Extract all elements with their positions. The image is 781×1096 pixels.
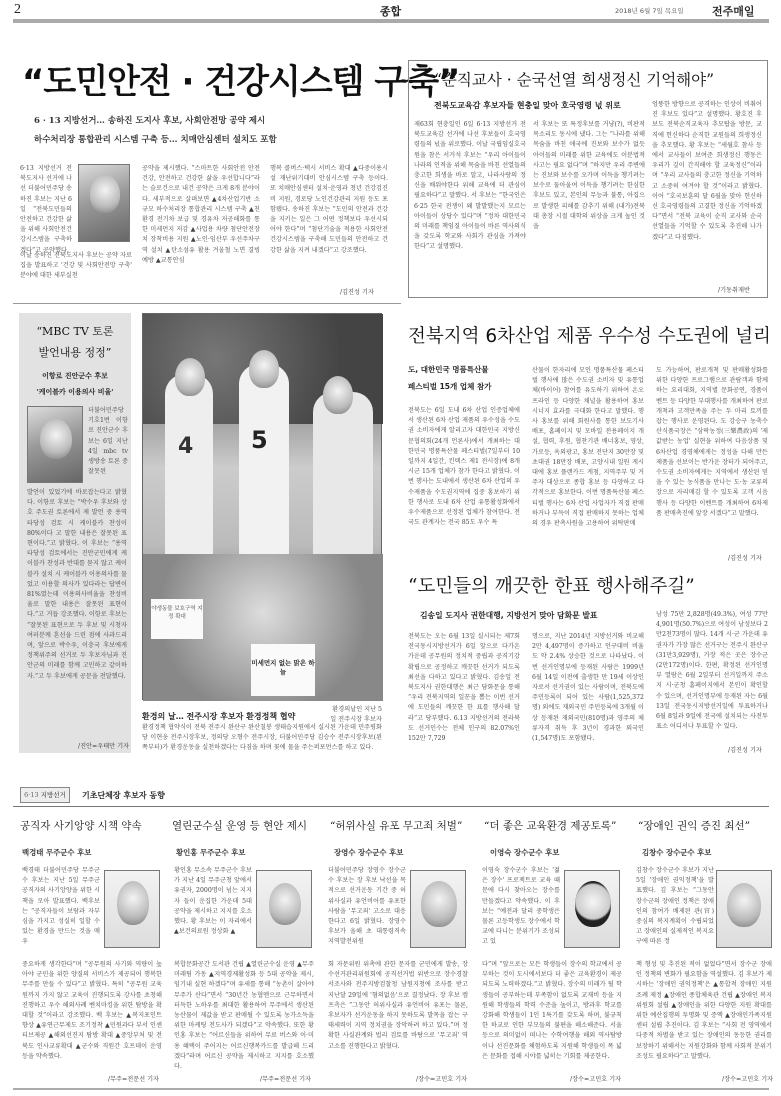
candidate-name: 장영수 장수군수 후보 (334, 848, 404, 857)
section-divider (13, 806, 769, 807)
article1-column1-top: 6·13 지방선거 전북도지사 선거에 나선 더불어민주당 송하진 후보는 지난 6일 “전북도민들의 안전하고 건강한 삶을 위해 사회안전건강시스템을 구축하겠다”고 공약했다. (20, 165, 72, 254)
section-tag (20, 787, 70, 803)
portrait-face (269, 883, 301, 925)
portrait-face (575, 881, 611, 927)
candidate-photo (104, 870, 160, 948)
portrait-face (40, 419, 72, 459)
column-headline: 공직자 사기앙양 시책 약속 (20, 820, 142, 832)
column-headline: “허위사실 유포 무고죄 처벌” (330, 820, 463, 832)
sidebar-headline-line1: “MBC TV 토론 (36, 325, 114, 338)
column-headline: “장애인 권익 증진 최선” (638, 820, 751, 832)
sidebar-body: 발언이 있었기에 바로잡는다고 밝혔다. 이항로 후보는 “박수우 후보와 상호 주도권 토론에서 제 발언 중 용역 타당성 검토 시 케이블카 찬성이 80%이다 고 말한 내용은 잘못된 표현이다.”고 밝혔다. 이 후보는 “용역타당성 검토에서는 진안군민에게 케이블카 찬성과 반대를 묻지 않고 케이블카 설치 시 케이블카 이용의사를 물었고 이용할 의사가 있다라는 답변이 81%였는데 이용의사비율을 찬성비율로 말한 내용은 잘못된 표현이다.”고 거듭 강조했다. 이항로 후보는 “잘못된 표현으로 두 후보 및 시청자여러분께 혼선을 드린 점에 사과드리며, 앞으로 박수우, 이충국 후보에게 정책위주의 선거로 두 후보자님과 진안군의 미래를 함께 고민하고 같이하자.”고 두 후보에게 공문을 전달했다. (27, 489, 127, 680)
article4-byline: /김진성 기자 (728, 747, 762, 754)
header-rule (13, 19, 769, 23)
article3-subheadline-2: 페스티벌 15개 업체 참가 (408, 382, 492, 391)
news-photo-environment-day (142, 313, 382, 700)
article3-column3: 도 가능하여, 판로개척 및 판매활성화를 위한 다양한 프로그램으로 관람객과 함께하는 요리대회, 지역별 문화공연, 경품이벤트 등 다양한 부대행사를 개최하여 판로개척과 고객만족을 주는 두 마리 토끼를 잡는 행사로 운영된다. 도 강승구 농축수산식품국장은 “삼락농정(三樂農政)의 '제값받는 농업' 실현을 위하여 다음상품 및 6차산업 경영체에게는 정성을 다해 만든 제품을 선보이는 반가운 장터가 되어주고, 수도권 소비자에게는 지역에서 생산된 믿을 수 있는 농식품을 만나는 도·농 교류의 장으로 자리매김 할 수 있도록 고객 시음행사 등 다양한 이벤트를 개최하여 6차제품 판매촉진에 앞장 서겠다”고 말했다. (656, 367, 768, 517)
column-byline: /무주=전문선 기자 (260, 1076, 312, 1083)
column-text-top: 이영숙 장수군수 후보는 '젊은 장수' 프로젝트로 교육 때문에 다시 찾아오는 장수를 만들겠다고 약속했다. 이 후보는 “예전과 달리 중학생은 물론 고등학생도 장수에서 학교에 다니는 분위기가 조성되고 있 (482, 867, 560, 946)
sidebar-headline-line2: 발언내용 정정” (38, 346, 112, 359)
portrait-face (421, 881, 457, 927)
section-name: 종합 (379, 5, 402, 18)
person-1-face (175, 358, 205, 396)
column-text-bottom: 책 형성 및 추진된 적이 없었다”면서 장수군 장애인 정책의 변화가 필요함을 역설했다. 김 후보가 제시하는 '장애인 권익정책'은 ▲통합적 장애인 지원 조례 제정 ▲장애인 종합체육관 건립 ▲장애인 복지위원회 설립 ▲장애인을 위한 다양한 지원 확대를 위한 예산집행의 투명화 및 증액 ▲장애인가족지원센터 설립 추진이다. 김 후보는 “사회 전 영역에서 다중적 차별을 받고 있는 장애인의 동등한 권리를 보장하기 위해서는 지원강화와 함께 사회적 분위기 조성도 필요하다”고 말했다. (636, 961, 772, 1060)
article2-column1: 제63회 현충일인 6일 6·13 지방선거 전북도교육감 선거에 나선 후보들이 호국영령들의 넋을 위로했다. 이날 국립임실호국원을 참은 서거석 후보는 “우리 아이들이 나라의 인적을 위해 목숨을 바친 선열들의 충고한 희생을 바로 알고, 나라사랑의 정신을 배워야한다 위해 교육에 더 관심이 필요하다”고 말했다. 서 후보는 “한국인은 6·25 한국 전쟁이 왜 발발했는지 모르는 아이들이 상당수 있다”며 “정차 대한민국의 미래를 책임질 아이들이 바른 역사의식을 갖도록 학교와 사회가 관심을 가져야 한다”고 설명했다. (414, 121, 526, 251)
person-1 (165, 374, 213, 564)
column-byline: /장수=고민호 기자 (570, 1076, 622, 1083)
person-2 (239, 364, 289, 564)
column-byline: /장수=고민호 기자 (416, 1076, 468, 1083)
person-3-face (323, 376, 353, 414)
article2-byline: /기동취재반 (718, 287, 750, 294)
candidate-photo (716, 870, 772, 948)
article4-headline: “도민들의 깨끗한 한표 행사해주길” (408, 576, 695, 597)
sidebar-subheadline-1: 이항로 진안군수 후보 (42, 372, 108, 380)
section-tag-prefix: 6·13 (24, 791, 39, 799)
sidebar-byline: /진안=우태만 기자 (78, 743, 130, 750)
article3-headline: 전북지역 6차산업 제품 우수성 수도권에 널리 (408, 326, 771, 347)
candidate-photo (564, 870, 620, 948)
candidate-photo (256, 870, 312, 948)
photo-sign-2: 미세먼지 없는 맑은 하늘 (251, 644, 315, 696)
article1-column2: 공약을 제시했다. “스마트한 사회안전 안전건강, 안전하고 건강한 삶을 우선합니다”라는 슬로건으로 내건 공약은 크게 8개 분야이다. 세부적으로 살펴보면 ▲4차산업기반 소규모 하수처리장 통합관리 시스템 구축 ▲친환경 전기차 보급 및 경유차 저공해화를 통한 미세먼지 저감 ▲사업용 차량 첨단안전장치 장착비용 지원 ▲노인·임산부 우선주차구역 설치 ▲탄소섬유 활용 겨울철 노면 결빙 예방 ▲교통안심 (142, 165, 260, 264)
article2-column3: 엉뚱한 방향으로 공격하는 인상이 비춰어진 후보도 있다”고 설명했다. 황호진 후보도 전북순직교육자 추모탑을 방문, 교직에 헌신하다 순직한 교원들의 희생정신을 추모했다. 황 후보는 “세월호 참사 등에서 교사들이 보여준 희생정신 행동은 우리가 깊이 간직해야 할 교육정신”이라며 “우리 교사들의 충고한 정신을 기억하고 소중히 여겨야 할 것”이라고 밝혔다. 이어 “호국보훈의 달 6월을 맞아 헌신하신 호국영령들의 고결한 정신을 기억하겠다”면서 “전북 교육이 순직 교사와 순국선열들을 기억할 수 있도록 추진해 나가겠다”고 다짐했다. (652, 101, 762, 241)
column-text-top: 더불어민주당 장영수 장수군수 후보는 장 후보 낙선을 목적으로 선거운동 기간 중 허위사실과 유언비어를 유포한 사람을 '무고죄' 고소로 대응한다고 6일 밝혔다. 장영수 후보가 올해 초 대통령직속 지역발전위원 (328, 867, 406, 946)
photo-sign-1: 야생동물 보호구역 지정 확대 (151, 599, 203, 639)
article1-column1-bottom: 이날 송하진 전북도지사 후보는 공약 자료집을 발표하고 '건강 및 사회안전망 구축' 분야에 대한 세부실천 (20, 252, 132, 280)
article1-subheadline-2: 하수처리장 통합관리 시스템 구축 등… 치매안심센터 설치도 포함 (34, 135, 277, 145)
sidebar-intro: 더불어민주당 기호1번 이항로 진안군수 후보는 6일 지난 4일 mbc tv 생방송 토론 중 잘못된 (88, 407, 128, 476)
column-text-top: 황인홍 무소속 무주군수 후보가 지난 4일 무주군청 앞에서 유권자, 2000명이 넘는 지지자 들이 운집한 가운데 5대 공약을 제시하고 지지를 호소했다. 황 후보는 이 자리에서 ▲보건의료원 정상화 ▲ (174, 867, 252, 936)
column-headline: 열린군수실 운영 등 현안 제시 (172, 820, 308, 832)
vest-number-4: 4 (178, 434, 194, 459)
photo-caption-text: 환경정책 협약식이 전북 전주시 완산구 완산칠봉 생태습지원에서 실시된 가운데 민주평화당 이현웅 전주시장후보, 정의당 오형수 전주시장, 더불어민주당 김승수 전주시장후보(왼쪽부터)가 환경운동을 실천하겠다는 다짐을 하며 꽃에 물을 주는퍼포먼스를 하고 있다. (142, 724, 382, 752)
portrait-face (90, 175, 120, 213)
candidate-name: 김창수 장수군수 후보 (642, 848, 712, 857)
article2-headline: “순직교사 · 순국선열 희생정신 기억해야” (434, 71, 715, 89)
portrait-face (117, 881, 149, 925)
article4-column3: 남성 75만 2,828명(49.3%), 여성 77만 4,901명(50.7%)으로 여성이 남성보다 2만2천73명이 많다. 14개 시·군 가운데 유권자가 가장 많은 선거구는 전주시 완산구(31만3,929명), 가장 적은 곳은 장수군(2만172명)이다. 한편, 확정된 선거인명부 열람은 6월 2일부터 선거일까지 주소지 시·군청 홈페이지에서 본인이 확인할 수 있으며, 선거인명부에 등재된 자는 6월 13일 전국동시지방선거일에 투표하거나 6월 8일과 9일에 전국에 설치되는 사전투표소 어디서나 투표할 수 있다. (656, 611, 768, 731)
photo-caption-side: 환경의날인 지난 5일 전주시장 후보자 (330, 706, 382, 724)
column-text-bottom: 복합문화공간 도서관 건립 ▲열린군수실 운영 ▲무주미래팀 가동 ▲지역경제활성화 등 5대 공약을 제시, 임기내 실현 하겠다”며 유세를 통해 “농촌이 살아야 무주가 산다”면서 “30년간 농협맨으로 근무하면서 터득한 노하우를 최대한 활용하여 무주에서 생산된 농산물이 제값을 받고 판매될 수 있도록 농가소득을 위한 마케팅 전도사가 되겠다”고 약속했다. 또한 황인홍 후보는 “어르신들을 위하여 무료 버스와 이·미용 혜택이 주어지는 어르신행복카드를 발급해 드리겠다”라며 어르신 공약을 제시하고 지지를 호소했다. (174, 961, 314, 1071)
photo-caption-title: 환경의 날… 전주시장 후보자 환경정책 협약 (142, 712, 296, 721)
candidate-photo (410, 870, 466, 948)
article1-column3: 행복 콜버스·택시 서비스 확대 ▲다중이용시설 재난위기대비 안심시스템 구축 등이다. 또 치매안심센터 설치·운영과 청년 건강검진비 지원, 경로당 노인건강관리 지원 등도 포함됐다. 송하진 후보는 “도민의 안전과 건강을 지키는 일은 그 어떤 정책보다 우선시되어야 한다”며 “첨단기술을 적용한 사회안전건강시스템을 구축해 도민들의 안전하고 건강한 삶을 지켜 내겠다”고 강조했다. (270, 165, 388, 254)
article1-byline: /김진성 기자 (340, 289, 374, 296)
newspaper-name: 전주매일 (712, 5, 755, 18)
article1-subheadline-1: 6 · 13 지방선거… 송하진 도지사 후보, 사회안전망 공약 제시 (34, 116, 266, 126)
article2-subheadline: 전북도교육감 후보자들 현충일 맞아 호국영령 넋 위로 (434, 101, 621, 110)
article4-subheadline: 김송일 도지사 권한대행, 지방선거 맞아 담화문 발표 (420, 611, 598, 620)
vest-number-5: 5 (251, 426, 268, 454)
page-number: 2 (14, 2, 21, 17)
portrait-face (727, 883, 761, 927)
candidate-name: 백경태 무주군수 후보 (22, 848, 92, 857)
section-tag-label: 지방선거 (40, 791, 66, 799)
article3-column1: 전북도는 6일 도내 6차 산업 인증업체에서 생산된 6차 산업 제품의 우수성을 수도권 소비자에게 알리고자 대한민국 지방신문협의회(24개 언론사)에서 개최하는 대한민국 명품특산물 페스티벌(7일부터 10일까지 4일간, 킨텍스 제1 전시장)에 8개 시군 15개 업체가 참가 한다고 밝혔다. 이번 행사는 도내에서 생산된 6차 산업의 우수제품을 수도권지역에 집중 홍보하기 위한 행사로 도내 6차 산업 유통활성화에서 우수제품으로 선정된 업체가 참여한다. 전국도 관계자는 전국 85도 우수 특 (408, 407, 520, 527)
sidebar-subheadline-2: '케이블카 이용의사 비율' (36, 388, 114, 396)
footer-rule (13, 1088, 769, 1090)
article4-column1: 전북도는 오는 6월 13일 실시되는 제7회 전국동시지방선거가 6일 앞으로 다가온 가운데 공무원의 정치적 중립과 공직기강 확립으로 공정하고 깨끗한 선거가 되도록 최선을 다하고 있다고 밝혔다. 김송일 전북도지사 권한대행은 최근 담화문을 통해 “우리 전북지역의 일꾼을 뽑는 이번 선거에 도민들의 깨끗한 한 표를 행사해 달라”고 당부했다. 6.13 지방선거의 전라북도 선거인수는 전체 인구의 82.07%인 152만 7,729 (408, 633, 520, 743)
column-text-top: 김창수 장수군수 후보가 지난 5일 '장애인 권익정책'을 발표했다. 김 후보는 “그동안 장수군의 장애인 정책은 장애인의 참여가 배제된 관(官) 중심의 복지계획이 수립되었고 장애인의 실제적인 복지요구에 따른 정 (636, 867, 714, 946)
column-headline: “더 좋은 교육환경 제공토록” (484, 820, 617, 832)
person-2-face (249, 350, 279, 388)
article2-column2: 서 후보는 또 특정후보를 거냥(?), 비판적 목소리도 동시에 냈다. 그는 “나라를 위해 목숨을 바친 애국에 진보와 보수가 없듯 아이들의 미래를 위한 교육에도 이분법적 사고는 필요 없다”며 “하지만 우리 주변에는 진보와 보수를 오가며 이득을 챙기려는 보수로 둘아울여 이득을 챙기려는 한심한 후보도 있고, 본인의 무능과 불통, 아집으로 발생한 피해를 감추기 위해 (내가)전북대 총장 시절 대학의 위상을 크게 높인 것을 (533, 121, 645, 231)
column-text-bottom: 다”며 “앞으로는 모든 학생들이 장수의 학교에서 공부하는 것이 도시에서보다 더 좋은 교육환경이 제공되도록 노력하겠다.”고 밝혔다. 장수의 미래가 될 학생들이 공부하는데 부족함이 없도록 교재비 등을 지원해 학생들의 학력 수준을 높이고, 방과후 학교를 강화해 학생들이 1인 1특기를 갖도록 하며, 불규칙한 하교로 인한 부모들의 불편을 해소해준다. 서울 등으로 의미없이 떠나는 수학여행을 해외 역사탐방이나 선진문화를 체험하도록 지원해 학생들이 폭 넓은 문화를 접해 시야를 넓히는 기회를 제공한다. (482, 961, 622, 1060)
column-byline: /장수=고민호 기자 (722, 1076, 774, 1083)
candidate-photo-lee-hangro (27, 406, 83, 483)
column-text-bottom: 회 자문위원 위촉에 관한 문자를 군민에게 발송, 장수선거관리위원회에 공직선거법 위반으로 장수경찰서조사와 전주지방검찰청 남원지청에 조사를 받고 지난달 29일에 '혐의없음'으로 결정났다. 장 후보 캠프측은 “그동안 허위사실과 유언비어 유포는 물론, 후보자가 선거운동을 하지 못하도록 발목을 잡는 구태세력이 지역 정치권을 장악하려 하고 있다.”며 정확한 사실관계와 법리 검토를 바탕으로 '무고죄' 역고소를 진행한다고 밝혔다. (328, 961, 468, 1050)
issue-date: 2018년 6월 7일 목요일 (615, 7, 684, 15)
article4-column2: 명으로, 지난 2014년 지방선거와 비교해 2만 4,497명이 증가하고 인구대비 비율도 약 2.4% 상승한 것으로 나타났다. 이번 선거인명부에 등재된 사람은 1999년 6월 14일 이전에 출생한 만 19세 이상인 자로서 선거권이 있는 사람이며, 전북도에 주민등록이 되어 있는 사람(1,525,372명) 외에도 재외국민 주민등록에 3개월 이상 등재된 재외국민(810명)과 영주의 체류자격 취득 후 3년이 경과한 외국인(1,547명)도 포함됐다. (532, 633, 644, 743)
column-text-top: 백경태 더불어민주당 무주군수 후보는 지난 5일 무주군 공직자의 사기앙양을 위한 시책을 모아 발표했다. 백후보는 “공직자들이 보람과 자부심을 가지고 성실히 일할 수 있는 환경을 만드는 것을 매우 (22, 867, 100, 946)
column-byline: /무주=전문선 기자 (108, 1076, 160, 1083)
divider (13, 303, 401, 304)
person-3 (313, 392, 373, 572)
article3-subheadline-1: 도, 대한민국 명품특산물 (408, 365, 489, 374)
article3-byline: /김진성 기자 (728, 555, 762, 562)
column-text-bottom: 중요하게 생각한다”며 “공무원의 사기와 역량이 높아야 군민을 위한 양질의 서비스가 제공되어 행복한 무주를 만들 수 있다”고 밝혔다. 특히 “공무원 교육원까지 가지 않고 교육이 진행되도록 강사를 초청해 진행하고 우수 해외사례 벤치마킹을 위한 탐방을 확대할 것”이라고 강조했다. 백 후보는 ▲복지포인트 향상 ▲유연근무제도 조기정착 ▲민원과다 부서 인센티브제공 ▲해외선진지 탐방 확대 ▲중앙부처 및 전북도 인사교류확대 ▲군수와 직원간 호프데이 운영 등을 약속했다. (22, 961, 162, 1060)
article1-headline: “도민안전 · 건강시스템 구축” (22, 62, 460, 102)
candidate-photo-song (78, 164, 130, 242)
section-title: 기초단체장 후보자 동향 (82, 791, 165, 800)
article3-column2: 산물이 한자리에 모인 명품특산물 페스티벌 행사에 많은 수도권 소비자 및 유통업체(바이어) 참여를 유도하기 위하여 온오프라인 등 다양한 채널을 활용하여 홍보 시너지 효과를 극대화 한다고 말했다. 행사 홍보를 위해 회원사를 통한 보도기사 배포, 홈페이지 및 모바일 전용페이지 개설, 협력, 후원, 협찬기관 배너홍보, 영상, 가로등, 옥외광고, 홍보 전단지 30만장 및 초대권 18만장 배포, 고양시내 일원 게시대에 홍보 플랜카드 게첨, 지역주부 및 거주자 대상으로 종합 홍보 등 다양하고 다각적으로 홍보한다. 이번 명품특산물 페스티벌 행사는 6차 산업 사업자가 직접 판매 하거나 부득이 직접 판매하지 못하는 업체의 경우 판촉사원을 고용하여 위탁판매 (532, 367, 644, 528)
candidate-name: 황인홍 무주군수 후보 (176, 848, 246, 857)
candidate-name: 이영숙 장수군수 후보 (490, 848, 560, 857)
